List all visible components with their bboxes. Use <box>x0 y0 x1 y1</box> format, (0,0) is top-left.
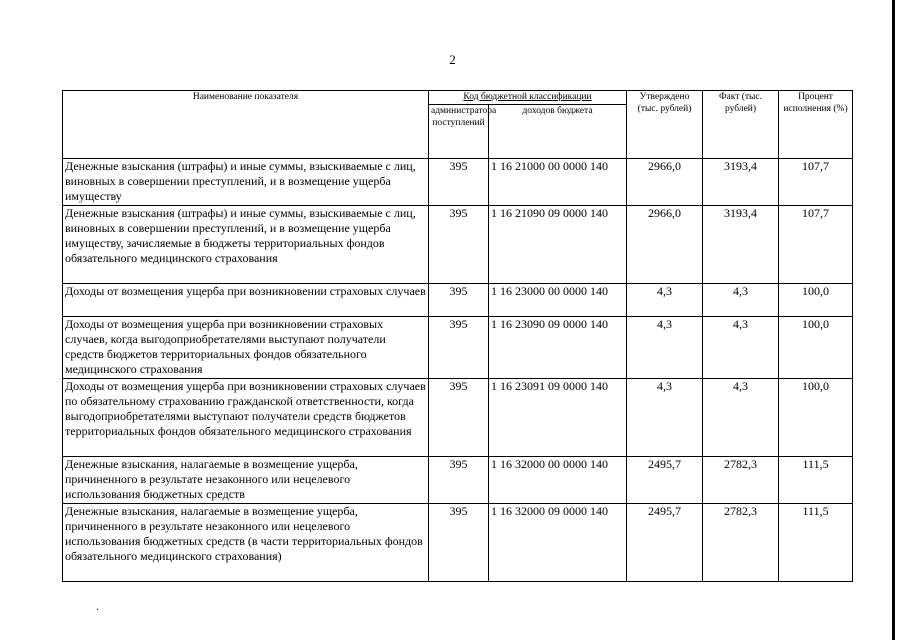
scan-dot: · <box>96 605 100 616</box>
row-percent: 107,7 <box>779 159 853 206</box>
table-body <box>63 159 853 582</box>
row-actual: 4,3 <box>703 379 779 457</box>
row-percent: 107,7 <box>779 206 853 284</box>
row-percent: 100,0 <box>779 317 853 379</box>
row-percent: 100,0 <box>779 379 853 457</box>
row-actual: 4,3 <box>703 317 779 379</box>
row-approved: 4,3 <box>627 284 703 317</box>
table-row <box>63 504 853 582</box>
header-income-code: доходов бюджета <box>489 105 627 159</box>
row-income-code: 1 16 32000 00 0000 140 <box>489 457 627 504</box>
table-row <box>63 159 853 206</box>
row-actual: 3193,4 <box>703 159 779 206</box>
row-income-code: 1 16 23000 00 0000 140 <box>489 284 627 317</box>
header-approved: Утверждено (тыс. рублей) <box>627 91 703 159</box>
row-income-code: 1 16 32000 09 0000 140 <box>489 504 627 582</box>
row-name: Денежные взыскания, налагаемые в возмещение ущерба, причиненного в результате незаконного или нецелевого использования бюджетных средств <box>63 457 429 504</box>
row-approved: 2966,0 <box>627 159 703 206</box>
table-row <box>63 457 853 504</box>
header-code-group: Код бюджетной классификации <box>429 91 627 105</box>
header-name: Наименование показателя <box>63 91 429 159</box>
row-admin-code: 395 <box>429 284 489 317</box>
row-admin-code: 395 <box>429 159 489 206</box>
table-row <box>63 379 853 457</box>
row-income-code: 1 16 21000 00 0000 140 <box>489 159 627 206</box>
row-percent: 111,5 <box>779 504 853 582</box>
table-row <box>63 206 853 284</box>
row-admin-code: 395 <box>429 317 489 379</box>
row-actual: 2782,3 <box>703 457 779 504</box>
row-approved: 4,3 <box>627 379 703 457</box>
header-percent: Процент исполнения (%) <box>779 91 853 159</box>
row-name: Доходы от возмещения ущерба при возникновении страховых случаев по обязательному страхованию гражданской ответственности, когда выгодоприобретателями выступают получатели средств бюджетов территориальных фондов обязательного медицинского страхования <box>63 379 429 457</box>
row-admin-code: 395 <box>429 206 489 284</box>
row-name: Денежные взыскания (штрафы) и иные суммы, взыскиваемые с лиц, виновных в совершении преступлений, и в возмещение ущерба имуществу, зачисляемые в бюджеты территориальных фондов обязательного медицинского страхования <box>63 206 429 284</box>
row-name: Денежные взыскания (штрафы) и иные суммы, взыскиваемые с лиц, виновных в совершении преступлений, и в возмещение ущерба имуществу <box>63 159 429 206</box>
table-row <box>63 317 853 379</box>
row-actual: 2782,3 <box>703 504 779 582</box>
row-admin-code: 395 <box>429 504 489 582</box>
row-income-code: 1 16 23091 09 0000 140 <box>489 379 627 457</box>
page-number: 2 <box>449 52 456 67</box>
row-admin-code: 395 <box>429 457 489 504</box>
row-actual: 4,3 <box>703 284 779 317</box>
budget-table <box>62 90 853 582</box>
row-approved: 2495,7 <box>627 457 703 504</box>
row-name: Доходы от возмещения ущерба при возникновении страховых случаев <box>63 284 429 317</box>
header-actual: Факт (тыс. рублей) <box>703 91 779 159</box>
row-admin-code: 395 <box>429 379 489 457</box>
table-row <box>63 284 853 317</box>
row-income-code: 1 16 23090 09 0000 140 <box>489 317 627 379</box>
row-name: Доходы от возмещения ущерба при возникновении страховых случаев, когда выгодоприобретателями выступают получатели средств бюджетов территориальных фондов обязательного медицинского страхования <box>63 317 429 379</box>
scan-edge-shadow <box>892 0 895 640</box>
header-admin-code: администратора поступлений <box>429 105 489 159</box>
row-percent: 111,5 <box>779 457 853 504</box>
row-approved: 2966,0 <box>627 206 703 284</box>
row-income-code: 1 16 21090 09 0000 140 <box>489 206 627 284</box>
row-percent: 100,0 <box>779 284 853 317</box>
row-approved: 4,3 <box>627 317 703 379</box>
row-actual: 3193,4 <box>703 206 779 284</box>
row-name: Денежные взыскания, налагаемые в возмещение ущерба, причиненного в результате незаконного или нецелевого использования бюджетных средств (в части территориальных фондов обязательного медицинского страхования) <box>63 504 429 582</box>
row-approved: 2495,7 <box>627 504 703 582</box>
